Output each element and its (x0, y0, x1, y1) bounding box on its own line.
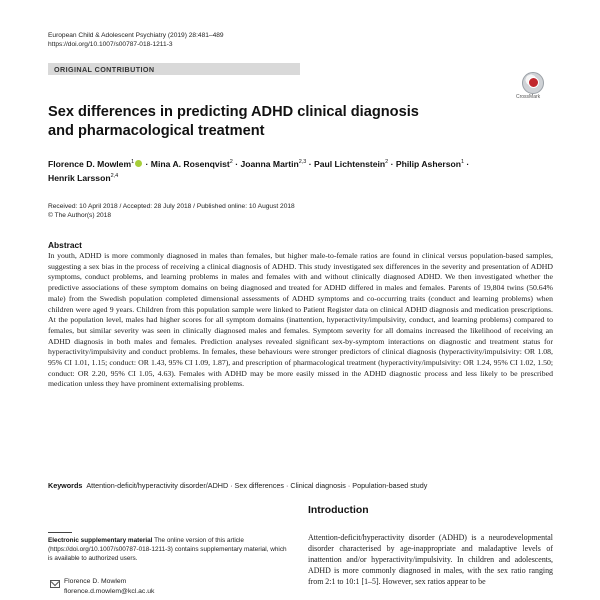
introduction-heading: Introduction (308, 505, 369, 516)
introduction-text: Attention-deficit/hyperactivity disorder (ADHD) is a neurodevelopmental disorder characterised by age-inappropriate and maladaptive levels of inattention and/or hyperactivity/impulsivity. In children and adolescents, ADHD is more commonly diagnosed in males, with the sex ratio ranging from 2:1 to 10:1 [1–5]. However, sex ratios appear to be (308, 533, 553, 586)
abstract-heading: Abstract (48, 240, 82, 250)
abstract-text: In youth, ADHD is more commonly diagnosed in males than females, but higher male-to-female ratios are found in clinical versus population-based samples, suggesting a sex bias in the process of receiving a clinical diagnosis of ADHD. This study investigated sex differences in the severity and presentation of ADHD symptoms, conduct problems, and learning problems in males and females with and without clinically diagnosed ADHD. We then investigated whether the predictive associations of these symptom domains on being diagnosed and treated for ADHD differed in males and females. Parents of 19,804 twins (50.64% male) from the Swedish population completed dimensional assessments of ADHD symptoms and co-occurring traits (conduct and learning problems) when children were aged 9 years. Children from this population sample were linked to Patient Register data on clinical ADHD diagnosis and medication prescriptions. At the population level, males had higher scores for all symptom domains (inattention, hyperactivity/impulsivity, conduct, and learning problems) compared to females, but similar severity was seen in clinically diagnosed males and females. Symptom severity for all domains increased the likelihood of receiving an ADHD diagnosis in both males and females. Prediction analyses revealed significant sex-by-symptom interactions on diagnostic and treatment status for hyperactivity/impulsivity and conduct problems. In females, these behaviours were stronger predictors of clinical diagnosis (hyperactivity/impulsivity: OR 1.08, 95% CI 1.01, 1.15; conduct: OR 1.43, 95% CI 1.09, 1.87), and prescription of pharmacological treatment (hyperactivity/impulsivity: OR 1.24, 95% CI 1.02, 1.50; conduct: OR 2.20, 95% CI 1.05, 4.63). Females with ADHD may be more easily missed in the ADHD diagnostic process and less likely to be prescribed medication unless they have prominent externalising problems. (48, 251, 553, 389)
journal-citation: European Child & Adolescent Psychiatry (2019) 28:481–489 (48, 32, 224, 39)
orcid-icon[interactable] (135, 160, 142, 167)
author-name[interactable]: Paul Lichtenstein (314, 158, 386, 169)
author-list: Florence D. Mowlem$^1$ · Mina A. Rosenqvist$^2$ · Joanna Martin$^{2,3}$ · Paul Lichtenstein$^2$ · Philip Asherson$^1$ · Henrik Larsson$^{2,4}$ (48, 158, 470, 184)
keywords-line (48, 481, 553, 491)
supplementary-note (48, 536, 288, 563)
crossmark-badge[interactable] (505, 70, 559, 104)
footnote-rule (48, 532, 72, 533)
keywords-label: Keywords (48, 481, 83, 490)
author-affiliation: 1 (131, 159, 135, 165)
keywords-text: Attention-deficit/hyperactivity disorder/ADHD · Sex differences · Clinical diagnosis · Population-based study (86, 481, 428, 490)
copyright-notice: © The Author(s) 2018 (48, 212, 112, 219)
author-affiliation: 2,3 (298, 159, 307, 165)
author-affiliation: 2,4 (110, 173, 119, 180)
section-label: ORIGINAL CONTRIBUTION (54, 64, 155, 74)
author-name[interactable]: Joanna Martin (240, 158, 299, 169)
author-name[interactable]: Philip Asherson (395, 158, 461, 169)
article-title: Sex differences in predicting ADHD clinical diagnosis and pharmacological treatment (48, 104, 419, 139)
article-dates: Received: 10 April 2018 / Accepted: 28 July 2018 / Published online: 10 August 2018 (48, 203, 295, 210)
author-name[interactable]: Florence D. Mowlem (48, 158, 132, 169)
supplementary-label: Electronic supplementary material (48, 537, 153, 544)
author-name[interactable]: Mina A. Rosenqvist (150, 158, 230, 169)
corresponding-author-email[interactable]: florence.d.mowlem@kcl.ac.uk (64, 588, 155, 595)
crossmark-icon (522, 72, 544, 94)
author-affiliation: 2 (229, 159, 233, 165)
author-name[interactable]: Henrik Larsson (48, 173, 111, 184)
crossmark-label: CrossMark (516, 94, 541, 100)
doi-link[interactable]: https://doi.org/10.1007/s00787-018-1211-3 (48, 41, 173, 48)
author-affiliation: 1 (460, 159, 465, 165)
author-affiliation: 2 (385, 159, 389, 165)
corresponding-author-name: Florence D. Mowlem (64, 578, 127, 585)
section-label-bar (48, 63, 300, 75)
supplementary-text: The online version of this article (https://doi.org/10.1007/s00787-018-1211-3) contains supplementary material, which is available to authorized users. (48, 537, 287, 562)
envelope-icon (50, 580, 60, 588)
